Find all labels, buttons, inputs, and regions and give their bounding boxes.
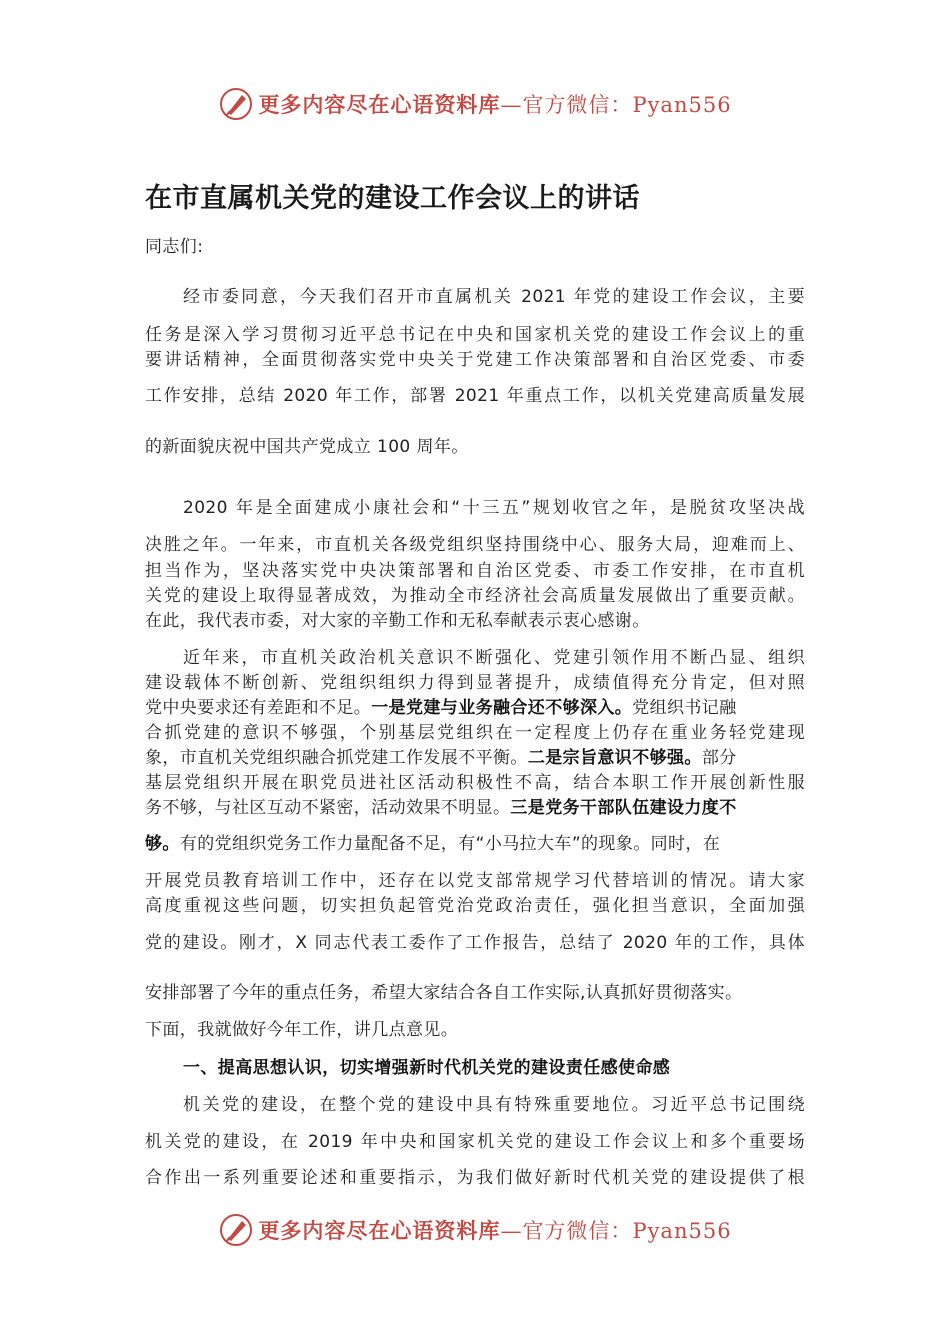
emphasis-point-3: 三是党务干部队伍建设力度不 [510,798,737,818]
text-line: 任务是深入学习贯彻习近平总书记在中央和国家机关党的建设工作会议上的重 [145,325,805,345]
text-line: 担当作为，坚决落实党中央决策部署和自治区党委、市委工作安排，在市直机 [145,561,805,581]
text-line: 机关党的建设，在 2019 年中央和国家机关党的建设工作会议上和多个重要场 [145,1132,805,1152]
text-line: 决胜之年。一年来，市直机关各级党组织坚持围绕中心、服务大局，迎难而上、 [145,535,805,555]
text-line: 机关党的建设，在整个党的建设中具有特殊重要地位。习近平总书记围绕 [183,1095,805,1115]
emphasis-point-1: 一是党建与业务融合还不够深入。 [371,698,633,718]
text-line: 2020 年是全面建成小康社会和“十三五”规划收官之年，是脱贫攻坚决战 [183,498,805,518]
text-line: 在此，我代表市委，对大家的辛勤工作和无私奉献表示衷心感谢。 [145,611,650,631]
text-line: 象，市直机关党组织融合抓党建工作发展不平衡。二是宗旨意识不够强。部分 [145,748,737,768]
quill-logo-icon [218,1212,254,1248]
salutation: 同志们: [145,237,204,257]
emphasis-point-2: 二是宗旨意识不够强。 [527,748,702,768]
text-line: 关党的建设上取得显著成效，为推动全市经济社会高质量发展做出了重要贡献。 [145,586,805,606]
text-line: 建设载体不断创新、党组织组织力得到显著提升，成绩值得充分肯定，但对照 [145,673,805,693]
text-line: 高度重视这些问题，切实担负起管党治党政治责任，强化担当意识，全面加强 [145,896,805,916]
text-line: 经市委同意，今天我们召开市直属机关 2021 年党的建设工作会议，主要 [183,287,805,307]
emphasis-point-3-end: 够。 [145,834,180,854]
banner-text: 更多内容尽在心语资料库—官方微信：Pyan556 [258,1218,732,1243]
text-line: 的新面貌庆祝中国共产党成立 100 周年。 [145,437,469,457]
text-line: 下面，我就做好今年工作，讲几点意见。 [145,1020,459,1040]
header-watermark-banner [0,84,950,124]
text-line: 近年来，市直机关政治机关意识不断强化、党建引领作用不断凸显、组织 [183,648,805,668]
quill-logo-icon [218,86,254,122]
banner-wechat-id: Pyan556 [632,1219,732,1243]
page-title: 在市直属机关党的建设工作会议上的讲话 [145,183,640,214]
banner-wechat-id: Pyan556 [632,93,732,117]
footer-watermark-banner [0,1210,950,1250]
text-line: 基层党组织开展在职党员进社区活动积极性不高，结合本职工作开展创新性服 [145,773,805,793]
text-line: 合抓党建的意识不够强，个别基层党组织在一定程度上仍存在重业务轻党建现 [145,723,805,743]
banner-text: 更多内容尽在心语资料库—官方微信：Pyan556 [258,92,732,117]
text-line: 安排部署了今年的重点任务，希望大家结合各自工作实际,认真抓好贯彻落实。 [145,983,743,1003]
text-line: 党的建设。刚才，X 同志代表工委作了工作报告，总结了 2020 年的工作，具体 [145,933,805,953]
text-line: 务不够，与社区互动不紧密，活动效果不明显。三是党务干部队伍建设力度不 [145,798,737,818]
text-line: 党中央要求还有差距和不足。一是党建与业务融合还不够深入。党组织书记融 [145,698,737,718]
text-line: 要讲话精神，全面贯彻落实党中央关于党建工作决策部署和自治区党委、市委 [145,350,805,370]
text-line: 工作安排，总结 2020 年工作，部署 2021 年重点工作，以机关党建高质量发展 [145,386,805,406]
text-line: 合作出一系列重要论述和重要指示，为我们做好新时代机关党的建设提供了根 [145,1168,805,1188]
text-line: 够。有的党组织党务工作力量配备不足，有“小马拉大车”的现象。同时，在 [145,834,721,854]
text-line: 开展党员教育培训工作中，还存在以党支部常规学习代替培训的情况。请大家 [145,871,805,891]
section-heading-1: 一、提高思想认识，切实增强新时代机关党的建设责任感使命感 [183,1058,671,1078]
